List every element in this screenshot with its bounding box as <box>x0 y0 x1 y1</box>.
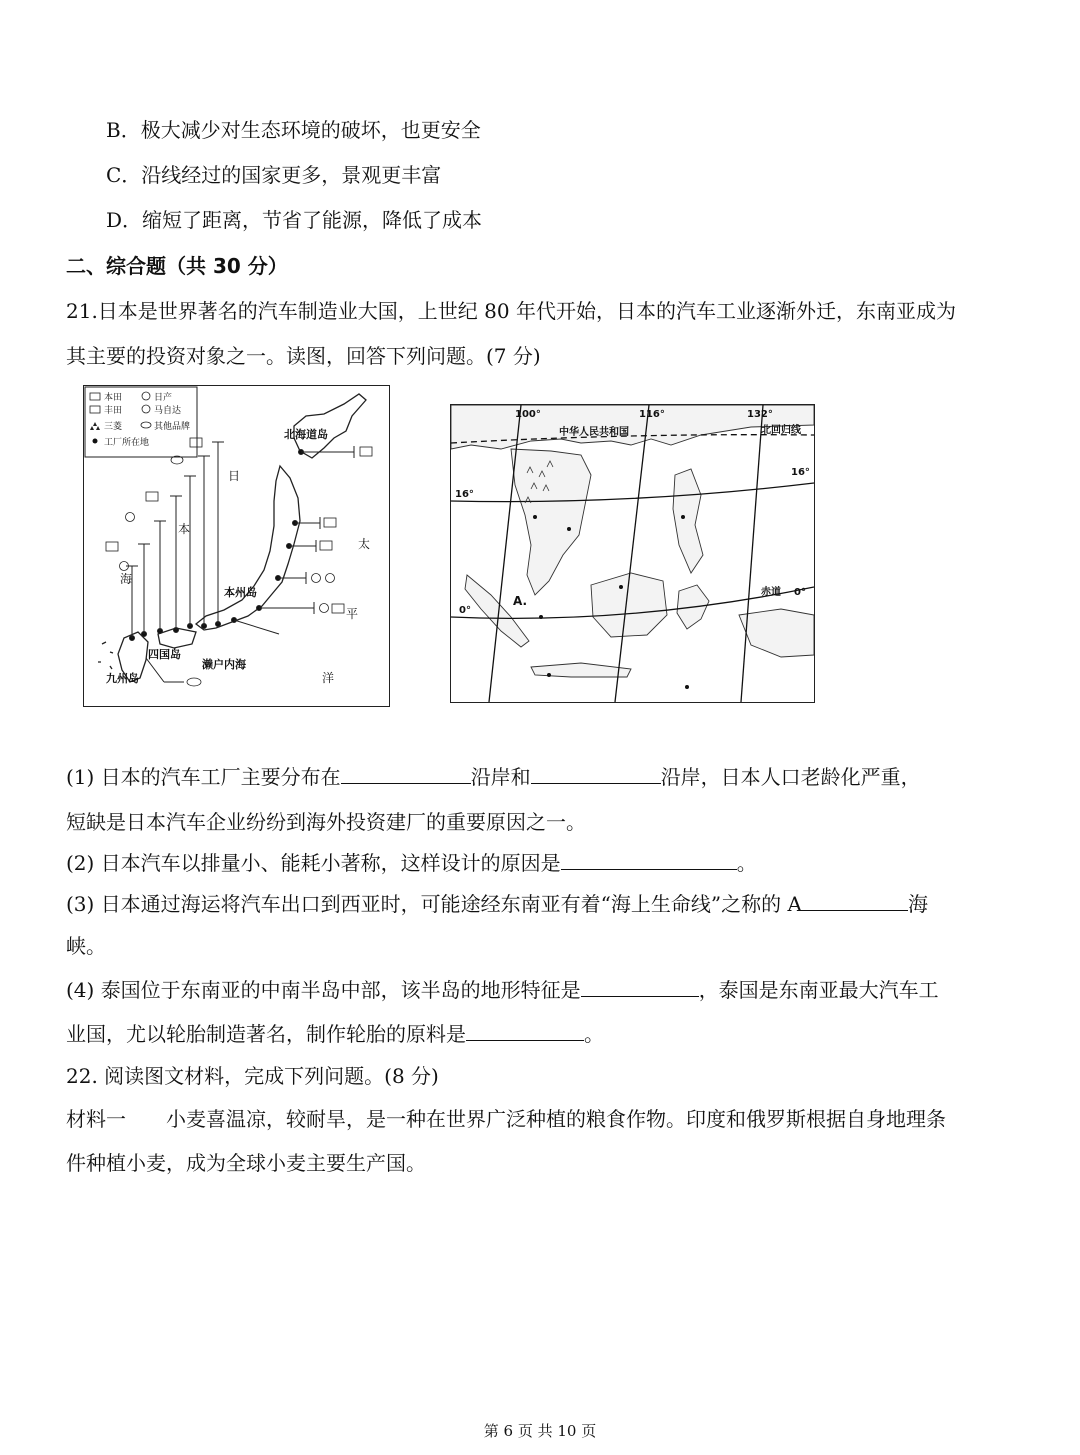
label-hokkaido: 北海道岛 <box>284 428 328 441</box>
option-d: D．缩短了距离，节省了能源，降低了成本 <box>106 208 483 232</box>
label-pacific-1: 太 <box>358 537 371 551</box>
graticule <box>451 405 814 702</box>
label-tropic: 北回归线 <box>761 425 801 436</box>
page-footer: 第 6 页 共 10 页 <box>483 1422 597 1440</box>
label-china: 中华人民共和国 <box>559 427 629 438</box>
label-lat16-right: 16° <box>791 467 810 478</box>
label-seto: 濑户内海 <box>202 658 246 671</box>
label-lon-132: 132° <box>747 409 773 420</box>
java-island <box>531 663 631 677</box>
q21-part2 <box>66 849 757 877</box>
q21-part1-text-b: 沿岸和 <box>470 765 531 789</box>
sumatra-island <box>465 575 529 647</box>
option-c: C．沿线经过的国家更多，景观更丰富 <box>106 163 442 187</box>
japan-car-factory-map <box>83 385 390 707</box>
q21-part4-text-b: ，泰国是东南亚最大汽车工 <box>698 978 939 1002</box>
legend-toyota: 丰田 <box>104 406 123 416</box>
q21-part4-line2 <box>66 1020 604 1048</box>
q21-part1-text-a: (1) 日本的汽车工厂主要分布在 <box>66 765 341 789</box>
new-guinea-island <box>739 609 814 657</box>
answer-blank-6[interactable] <box>466 1020 584 1041</box>
label-sea-ben: 本 <box>178 522 191 536</box>
q21-part3-line2: 峡。 <box>66 934 106 958</box>
factory-dot-icon <box>93 439 98 444</box>
label-lon-116: 116° <box>639 409 665 420</box>
label-sea-hai: 海 <box>120 572 133 586</box>
q22-material1-line1: 材料一 小麦喜温凉，较耐旱，是一种在世界广泛种植的粮食作物。印度和俄罗斯根据自身地理条 <box>66 1107 946 1131</box>
answer-blank-2[interactable] <box>531 763 661 784</box>
legend-honda: 本田 <box>104 393 123 403</box>
q21-stem-line2: 其主要的投资对象之一。读图，回答下列问题。(7 分) <box>66 344 541 368</box>
answer-blank-5[interactable] <box>581 976 699 997</box>
q21-stem-line1: 21.日本是世界著名的汽车制造业大国，上世纪 80 年代开始，日本的汽车工业逐渐外迁，东南亚成为 <box>66 299 956 323</box>
legend-factory: 工厂所在地 <box>104 438 150 448</box>
lon100-line <box>489 405 521 702</box>
q21-part4-line1 <box>66 976 939 1004</box>
q21-part3-text-a: (3) 日本通过海运将汽车出口到西亚时，可能途经东南亚有着“海上生命线”之称的 A <box>66 892 802 916</box>
q21-part2-text-b: 。 <box>736 851 757 875</box>
japan-map-svg <box>84 386 389 706</box>
answer-blank-1[interactable] <box>341 763 471 784</box>
q21-part4-text-c: 业国，尤以轮胎制造著名，制作轮胎的原料是 <box>66 1022 466 1046</box>
indochina-peninsula <box>511 449 591 595</box>
legend-mitsubishi: 三菱 <box>104 422 123 432</box>
option-b: B．极大减少对生态环境的破坏，也更安全 <box>106 118 481 142</box>
q22-material1-line2: 件种植小麦，成为全球小麦主要生产国。 <box>66 1151 426 1175</box>
label-lat0-right: 0° <box>794 587 806 598</box>
q21-part1-line1 <box>66 763 921 791</box>
label-pacific-3: 洋 <box>322 671 335 685</box>
honshu-shape <box>196 466 300 630</box>
label-honshu: 本州岛 <box>224 586 257 599</box>
label-lat16-left: 16° <box>455 489 474 500</box>
legend-nissan: 日产 <box>154 393 173 403</box>
q21-part1-line2: 短缺是日本汽车企业纷纷到海外投资建厂的重要原因之一。 <box>66 810 586 834</box>
legend-other: 其他品牌 <box>154 422 191 432</box>
q21-part4-text-d: 。 <box>584 1022 604 1046</box>
sea-map-svg <box>451 405 814 702</box>
q21-part3-line1 <box>66 890 928 918</box>
answer-blank-3[interactable] <box>561 849 737 870</box>
q22-stem: 22. 阅读图文材料，完成下列问题。(8 分) <box>66 1064 439 1088</box>
label-lat0-left: 0° <box>459 605 471 616</box>
label-pacific-2: 平 <box>346 607 359 621</box>
label-lon-100: 100° <box>515 409 541 420</box>
label-equator: 赤道 <box>761 587 781 598</box>
small-islands <box>98 642 113 669</box>
lon116-line <box>615 405 649 702</box>
label-shikoku: 四国岛 <box>148 648 181 661</box>
q21-part1-text-c: 沿岸，日本人口老龄化严重， <box>660 765 921 789</box>
section-title: 二、综合题（共 30 分） <box>66 254 288 278</box>
label-point-a: A. <box>513 594 528 608</box>
hokkaido-shape <box>294 394 366 458</box>
label-sea-ri: 日 <box>228 469 241 483</box>
legend-mazda: 马自达 <box>154 406 182 416</box>
q21-part3-text-b: 海 <box>907 892 928 916</box>
q21-part4-text-a: (4) 泰国位于东南亚的中南半岛中部，该半岛的地形特征是 <box>66 978 581 1002</box>
answer-blank-4[interactable] <box>802 890 908 911</box>
lat16-line <box>451 483 814 502</box>
label-kyushu: 九州岛 <box>106 672 139 685</box>
q21-part2-text-a: (2) 日本汽车以排量小、能耗小著称，这样设计的原因是 <box>66 851 561 875</box>
philippines-islands <box>673 469 703 573</box>
lon132-line <box>741 405 763 702</box>
southeast-asia-map <box>450 404 815 703</box>
